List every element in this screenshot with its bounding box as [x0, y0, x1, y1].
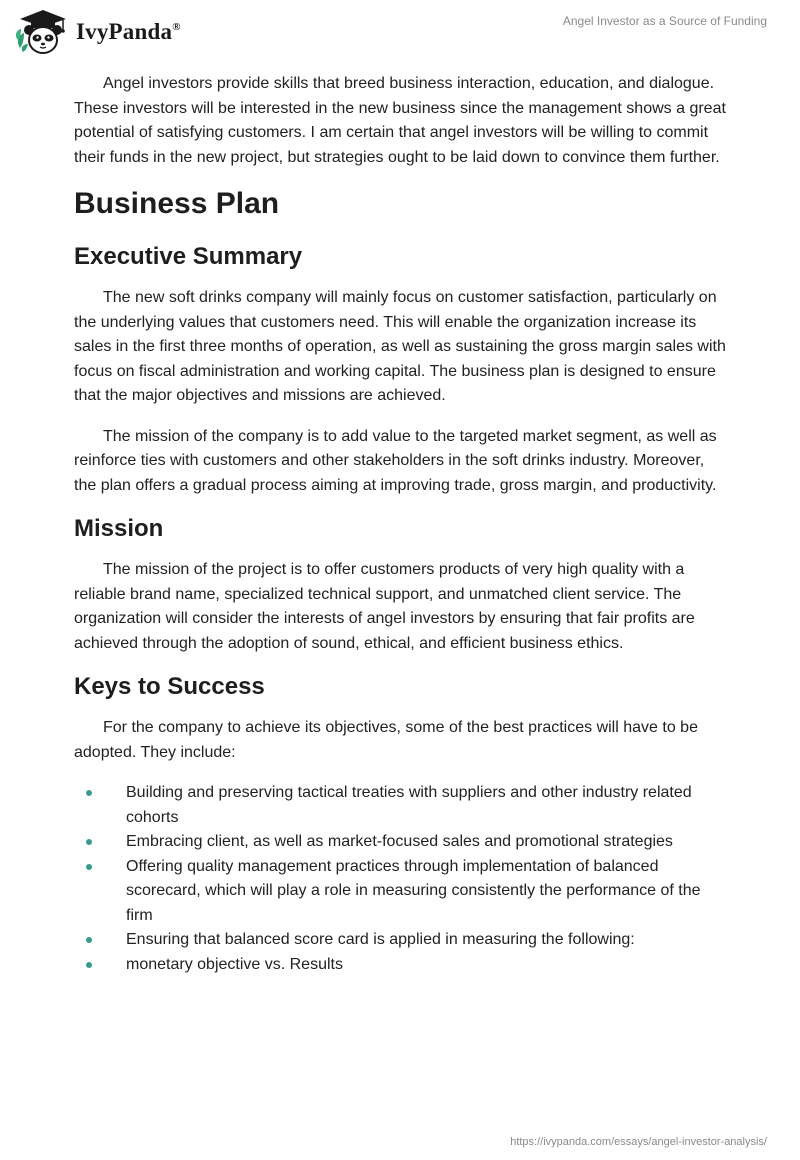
- keys-to-success-heading: Keys to Success: [74, 673, 265, 700]
- list-item: [74, 830, 730, 855]
- list-item: [74, 953, 730, 978]
- intro-paragraph: Angel investors provide skills that breed business interaction, education, and dialogue. These investors will be interested in the new business since the management shows a great potential of satisfying customers. I am certain that angel investors will be willing to commit their funds in the new project, but strategies ought to be laid down to convince them further.: [74, 75, 726, 166]
- bullet-icon: [86, 839, 92, 845]
- executive-summary-paragraph-1: The new soft drinks company will mainly focus on customer satisfaction, particularly on the underlying values that customers need. This will enable the organization increase its sales in the first three months of operation, as well as sustaining the gross margin sales with focus on fiscal administration and working capital. The business plan is designed to ensure that the major objectives and missions are achieved.: [74, 289, 726, 404]
- list-item: [74, 855, 730, 929]
- document-title: Angel Investor as a Source of Funding: [562, 14, 767, 28]
- registered-mark: ®: [172, 21, 181, 33]
- business-plan-heading: Business Plan: [74, 187, 280, 220]
- essay-content: [74, 72, 730, 977]
- bullet-icon: [86, 864, 92, 870]
- executive-summary-heading: Executive Summary: [74, 243, 303, 270]
- list-item-text: Offering quality management practices through implementation of balanced scorecard, which will play a role in measuring consistently the performance of the firm: [126, 857, 701, 924]
- bullet-icon: [86, 937, 92, 943]
- list-item-text: monetary objective vs. Results: [126, 955, 343, 973]
- list-item: [74, 928, 730, 953]
- mission-paragraph: The mission of the project is to offer customers products of very high quality with a reliable brand name, specialized technical support, and unmatched client service. The organization will consider the interests of angel investors by ensuring that fair profits are achieved through the adoption of sound, ethical, and efficient business ethics.: [74, 561, 695, 652]
- list-item-text: Ensuring that balanced score card is applied in measuring the following:: [126, 931, 635, 948]
- list-item: [74, 781, 730, 830]
- page-header: [0, 0, 800, 60]
- source-url[interactable]: https://ivypanda.com/essays/angel-investor-analysis/: [510, 1136, 767, 1148]
- keys-to-success-paragraph: For the company to achieve its objectives, some of the best practices will have to be adopted. They include:: [74, 719, 698, 761]
- bullet-icon: [86, 962, 92, 968]
- brand-name: IvyPanda®: [76, 19, 181, 44]
- list-item-text: Building and preserving tactical treaties with suppliers and other industry related cohorts: [126, 784, 692, 826]
- ivypanda-logo[interactable]: [14, 8, 181, 56]
- executive-summary-paragraph-2: The mission of the company is to add value to the targeted market segment, as well as reinforce ties with customers and other stakeholders in the soft drinks industry. Moreover, the plan offers a gradual process aiming at improving trade, gross margin, and productivity.: [74, 427, 717, 494]
- mission-heading: Mission: [74, 515, 164, 542]
- list-item-text: Embracing client, as well as market-focused sales and promotional strategies: [126, 833, 673, 850]
- panda-graduate-icon: [14, 8, 72, 56]
- bullet-icon: [86, 790, 92, 796]
- keys-to-success-list: [74, 781, 730, 977]
